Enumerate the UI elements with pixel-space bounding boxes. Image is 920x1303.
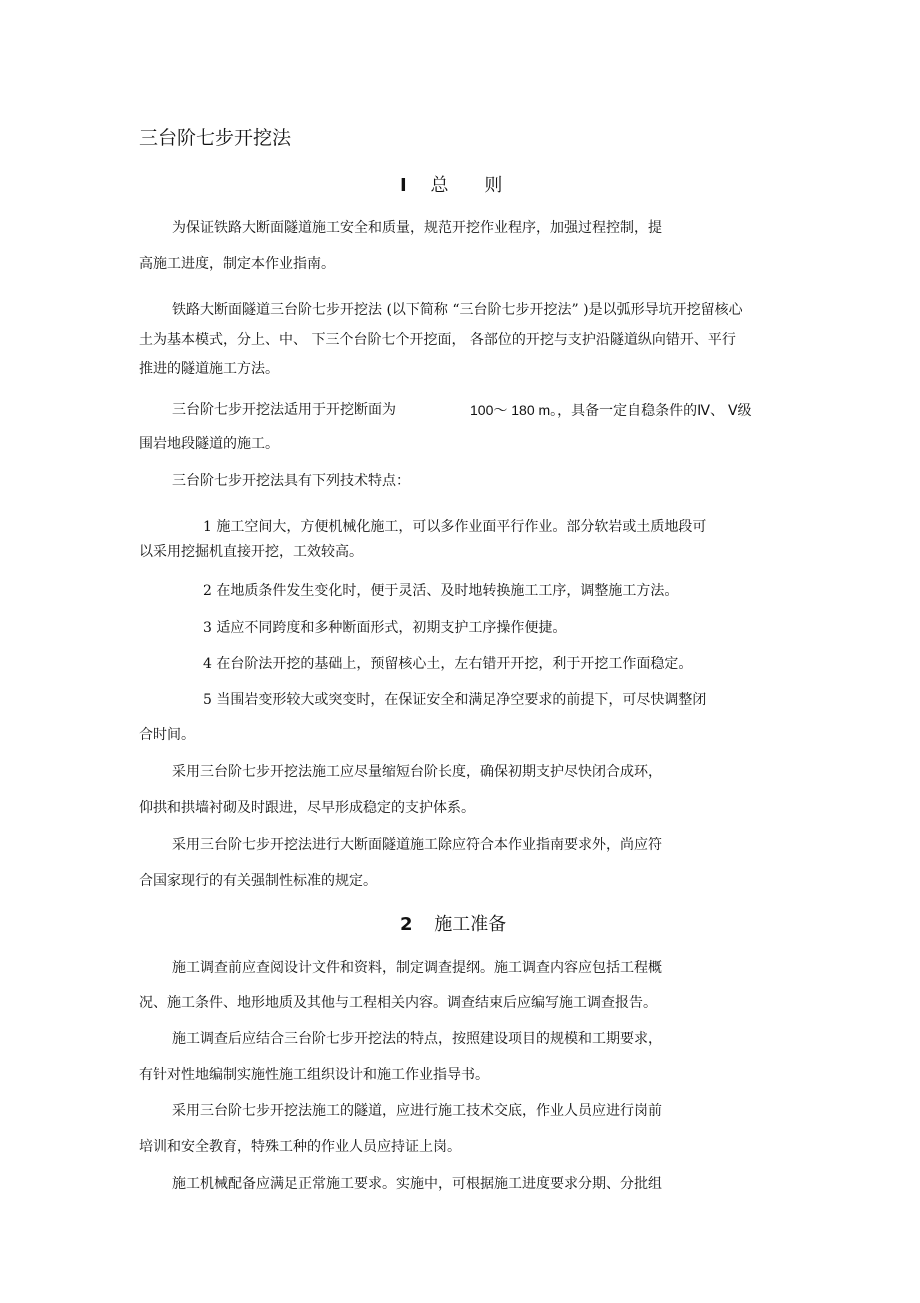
paragraph-line: 推进的隧道施工方法。 — [139, 361, 279, 377]
paragraph-line: 土为基本模式，分上、中、 下三个台阶七个开挖面， 各部位的开挖与支护沿隧道纵向错开、平行 — [139, 332, 736, 348]
paragraph-line: 高施工进度，制定本作业指南。 — [139, 256, 335, 272]
paragraph-line: 采用三台阶七步开挖法施工应尽量缩短台阶长度，确保初期支护尽快闭合成环， — [172, 764, 662, 780]
section-1-heading — [400, 173, 502, 199]
paragraph-line: 培训和安全教育，特殊工种的作业人员应持证上岗。 — [139, 1139, 461, 1155]
list-item: 4 在台阶法开挖的基础上，预留核心土，左右错开开挖，利于开挖工作面稳定。 — [203, 656, 693, 672]
section-1-title: 总 则 — [430, 175, 503, 196]
paragraph-line: 采用三台阶七步开挖法进行大断面隧道施工除应符合本作业指南要求外，尚应符 — [172, 837, 662, 853]
list-item: 5 当围岩变形较大或突变时，在保证安全和满足净空要求的前提下，可尽快调整闭 — [203, 692, 707, 708]
paragraph-line: 合国家现行的有关强制性标准的规定。 — [139, 873, 377, 889]
paragraph-line: 仰拱和拱墙衬砌及时跟进，尽早形成稳定的支护体系。 — [139, 800, 475, 816]
section-2-title: 施工准备 — [434, 914, 507, 935]
paragraph-line: 为保证铁路大断面隧道施工安全和质量，规范开挖作业程序，加强过程控制，提 — [172, 220, 662, 236]
list-item: 合时间。 — [139, 727, 195, 743]
paragraph-line: 施工调查后应结合三台阶七步开挖法的特点，按照建设项目的规模和工期要求， — [172, 1031, 662, 1047]
list-item: 3 适应不同跨度和多种断面形式，初期支护工序操作便捷。 — [203, 620, 567, 636]
document-title: 三台阶七步开挖法 — [139, 127, 292, 149]
paragraph-line: 采用三台阶七步开挖法施工的隧道，应进行施工技术交底，作业人员应进行岗前 — [172, 1103, 662, 1119]
section-2-number: 2 — [400, 914, 413, 935]
list-item: 1 施工空间大，方便机械化施工，可以多作业面平行作业。部分软岩或土质地段可 — [203, 519, 707, 535]
paragraph-line: 100～ 180 m。，具备一定自稳条件的Ⅳ、 Ⅴ级 — [470, 402, 752, 418]
list-item: 以采用挖掘机直接开挖，工效较高。 — [139, 544, 363, 560]
paragraph-line: 有针对性地编制实施性施工组织设计和施工作业指导书。 — [139, 1067, 489, 1083]
paragraph-line: 铁路大断面隧道三台阶七步开挖法 (以下简称 “三台阶七步开挖法” )是以弧形导坑开挖留核心 — [172, 302, 743, 318]
paragraph-line: 况、施工条件、地形地质及其他与工程相关内容。调查结束后应编写施工调查报告。 — [139, 995, 657, 1011]
paragraph-line: 三台阶七步开挖法适用于开挖断面为 — [172, 402, 396, 418]
section-2-heading — [400, 912, 506, 938]
paragraph-line: 施工调查前应查阅设计文件和资料，制定调查提纲。施工调查内容应包括工程概 — [172, 960, 662, 976]
list-item: 2 在地质条件发生变化时，便于灵活、及时地转换施工工序，调整施工方法。 — [203, 583, 679, 599]
paragraph-line: 施工机械配备应满足正常施工要求。实施中，可根据施工进度要求分期、分批组 — [172, 1176, 662, 1192]
section-1-number: I — [400, 175, 407, 196]
paragraph-line: 围岩地段隧道的施工。 — [139, 436, 279, 452]
paragraph-line: 三台阶七步开挖法具有下列技术特点： — [172, 473, 410, 489]
